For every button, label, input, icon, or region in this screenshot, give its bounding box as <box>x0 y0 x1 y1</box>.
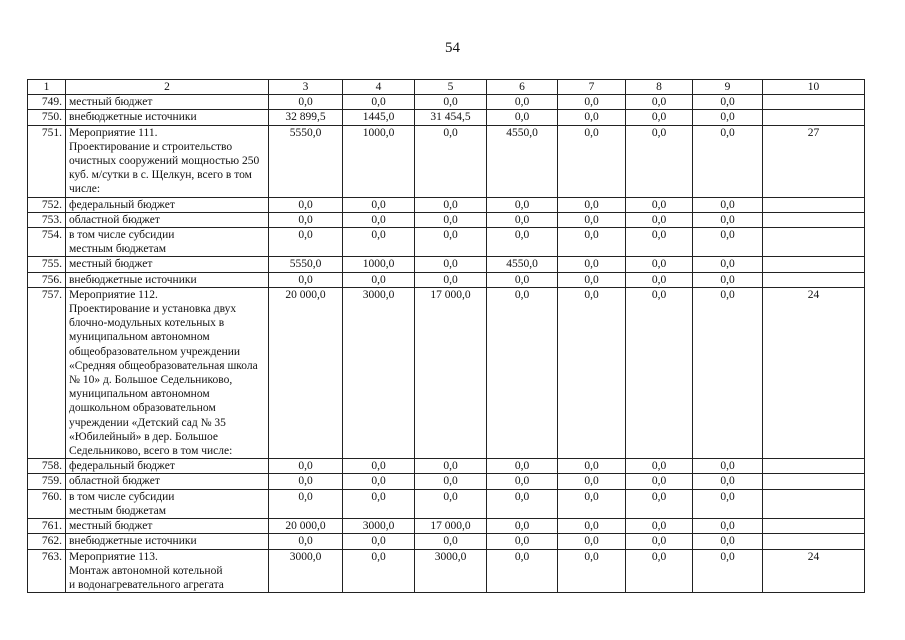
value-cell-col9: 0,0 <box>693 228 763 257</box>
value-cell-col7: 0,0 <box>558 95 626 110</box>
value-cell-col7: 0,0 <box>558 257 626 272</box>
value-cell-col9: 0,0 <box>693 212 763 227</box>
value-cell-col7: 0,0 <box>558 519 626 534</box>
value-cell-col6: 4550,0 <box>487 125 558 197</box>
row-number-cell: 754. <box>28 228 66 257</box>
column-header: 2 <box>66 80 269 95</box>
value-cell-col6: 0,0 <box>487 95 558 110</box>
value-cell-col10 <box>763 197 865 212</box>
table-body <box>28 95 865 593</box>
value-cell-col8: 0,0 <box>626 474 693 489</box>
value-cell-col10 <box>763 110 865 125</box>
row-name-cell: внебюджетные источники <box>66 272 269 287</box>
row-number-cell: 751. <box>28 125 66 197</box>
value-cell-col7: 0,0 <box>558 197 626 212</box>
value-cell-col7: 0,0 <box>558 549 626 593</box>
value-cell-col7: 0,0 <box>558 459 626 474</box>
column-header: 3 <box>269 80 343 95</box>
value-cell-col3: 20 000,0 <box>269 287 343 458</box>
column-header: 8 <box>626 80 693 95</box>
table-row <box>28 287 865 458</box>
value-cell-col5: 0,0 <box>415 489 487 518</box>
value-cell-col3: 0,0 <box>269 459 343 474</box>
value-cell-col8: 0,0 <box>626 95 693 110</box>
row-number-cell: 762. <box>28 534 66 549</box>
value-cell-col4: 0,0 <box>343 489 415 518</box>
value-cell-col7: 0,0 <box>558 489 626 518</box>
value-cell-col9: 0,0 <box>693 519 763 534</box>
value-cell-col5: 0,0 <box>415 95 487 110</box>
value-cell-col9: 0,0 <box>693 534 763 549</box>
column-header: 5 <box>415 80 487 95</box>
value-cell-col7: 0,0 <box>558 534 626 549</box>
value-cell-col10: 27 <box>763 125 865 197</box>
value-cell-col5: 0,0 <box>415 212 487 227</box>
header-row <box>28 80 865 95</box>
value-cell-col6: 0,0 <box>487 110 558 125</box>
value-cell-col5: 0,0 <box>415 534 487 549</box>
value-cell-col10 <box>763 474 865 489</box>
row-name-cell: областной бюджет <box>66 474 269 489</box>
value-cell-col4: 0,0 <box>343 228 415 257</box>
table-row <box>28 519 865 534</box>
value-cell-col4: 0,0 <box>343 474 415 489</box>
value-cell-col6: 0,0 <box>487 197 558 212</box>
column-header: 1 <box>28 80 66 95</box>
value-cell-col8: 0,0 <box>626 228 693 257</box>
value-cell-col9: 0,0 <box>693 549 763 593</box>
value-cell-col10 <box>763 519 865 534</box>
value-cell-col8: 0,0 <box>626 257 693 272</box>
value-cell-col5: 17 000,0 <box>415 519 487 534</box>
value-cell-col6: 0,0 <box>487 287 558 458</box>
value-cell-col10 <box>763 272 865 287</box>
value-cell-col10: 24 <box>763 549 865 593</box>
row-name-cell: местный бюджет <box>66 257 269 272</box>
column-header: 6 <box>487 80 558 95</box>
table-row <box>28 95 865 110</box>
value-cell-col10 <box>763 534 865 549</box>
row-number-cell: 758. <box>28 459 66 474</box>
value-cell-col5: 0,0 <box>415 125 487 197</box>
row-name-cell: в том числе субсидии местным бюджетам <box>66 228 269 257</box>
value-cell-col7: 0,0 <box>558 272 626 287</box>
value-cell-col8: 0,0 <box>626 125 693 197</box>
value-cell-col5: 3000,0 <box>415 549 487 593</box>
value-cell-col5: 31 454,5 <box>415 110 487 125</box>
row-number-cell: 755. <box>28 257 66 272</box>
value-cell-col9: 0,0 <box>693 287 763 458</box>
value-cell-col8: 0,0 <box>626 489 693 518</box>
value-cell-col4: 0,0 <box>343 534 415 549</box>
value-cell-col8: 0,0 <box>626 287 693 458</box>
value-cell-col7: 0,0 <box>558 110 626 125</box>
row-number-cell: 763. <box>28 549 66 593</box>
value-cell-col4: 0,0 <box>343 549 415 593</box>
value-cell-col10 <box>763 228 865 257</box>
value-cell-col10 <box>763 489 865 518</box>
row-name-cell: областной бюджет <box>66 212 269 227</box>
row-name-cell: федеральный бюджет <box>66 459 269 474</box>
value-cell-col5: 0,0 <box>415 257 487 272</box>
column-header: 4 <box>343 80 415 95</box>
table-row <box>28 125 865 197</box>
value-cell-col9: 0,0 <box>693 474 763 489</box>
value-cell-col10 <box>763 212 865 227</box>
column-header: 7 <box>558 80 626 95</box>
table-row <box>28 197 865 212</box>
value-cell-col3: 0,0 <box>269 197 343 212</box>
value-cell-col7: 0,0 <box>558 287 626 458</box>
row-name-cell: внебюджетные источники <box>66 110 269 125</box>
value-cell-col5: 0,0 <box>415 459 487 474</box>
row-number-cell: 760. <box>28 489 66 518</box>
value-cell-col7: 0,0 <box>558 474 626 489</box>
value-cell-col4: 1000,0 <box>343 257 415 272</box>
value-cell-col3: 32 899,5 <box>269 110 343 125</box>
row-name-cell: Мероприятие 111. Проектирование и строительство очистных сооружений мощностью 250 куб. м/сутки в с. Щелкун, всего в том числе: <box>66 125 269 197</box>
row-number-cell: 750. <box>28 110 66 125</box>
column-header: 9 <box>693 80 763 95</box>
value-cell-col4: 1000,0 <box>343 125 415 197</box>
value-cell-col3: 5550,0 <box>269 257 343 272</box>
value-cell-col6: 0,0 <box>487 519 558 534</box>
value-cell-col10 <box>763 257 865 272</box>
row-number-cell: 757. <box>28 287 66 458</box>
value-cell-col5: 0,0 <box>415 197 487 212</box>
value-cell-col4: 0,0 <box>343 212 415 227</box>
value-cell-col9: 0,0 <box>693 125 763 197</box>
value-cell-col10: 24 <box>763 287 865 458</box>
row-number-cell: 759. <box>28 474 66 489</box>
table-row <box>28 257 865 272</box>
table-row <box>28 549 865 593</box>
value-cell-col6: 0,0 <box>487 474 558 489</box>
row-name-cell: Мероприятие 112. Проектирование и установка двух блочно-модульных котельных в муниципальном автономном общеобразовательном учреждении «Средняя общеобразовательная школа № 10» д. Большое Седельниково, муниципальном автономном дошкольном образовательном учреждении «Детский сад № 35 «Юбилейный» в дер. Большое Седельниково, всего в том числе: <box>66 287 269 458</box>
value-cell-col8: 0,0 <box>626 197 693 212</box>
value-cell-col10 <box>763 459 865 474</box>
row-name-cell: местный бюджет <box>66 95 269 110</box>
table-row <box>28 534 865 549</box>
value-cell-col4: 0,0 <box>343 197 415 212</box>
value-cell-col7: 0,0 <box>558 228 626 257</box>
budget-table <box>27 79 865 593</box>
value-cell-col9: 0,0 <box>693 459 763 474</box>
value-cell-col6: 0,0 <box>487 534 558 549</box>
row-name-cell: внебюджетные источники <box>66 534 269 549</box>
table-row <box>28 212 865 227</box>
row-number-cell: 749. <box>28 95 66 110</box>
value-cell-col4: 0,0 <box>343 272 415 287</box>
row-name-cell: Мероприятие 113. Монтаж автономной котельной и водонагревательного агрегата <box>66 549 269 593</box>
value-cell-col3: 3000,0 <box>269 549 343 593</box>
value-cell-col6: 0,0 <box>487 272 558 287</box>
row-name-cell: в том числе субсидии местным бюджетам <box>66 489 269 518</box>
value-cell-col9: 0,0 <box>693 257 763 272</box>
value-cell-col6: 0,0 <box>487 459 558 474</box>
value-cell-col5: 0,0 <box>415 228 487 257</box>
value-cell-col5: 0,0 <box>415 272 487 287</box>
value-cell-col4: 3000,0 <box>343 519 415 534</box>
table-row <box>28 228 865 257</box>
value-cell-col9: 0,0 <box>693 110 763 125</box>
row-number-cell: 761. <box>28 519 66 534</box>
row-name-cell: федеральный бюджет <box>66 197 269 212</box>
row-number-cell: 752. <box>28 197 66 212</box>
value-cell-col6: 0,0 <box>487 549 558 593</box>
value-cell-col3: 0,0 <box>269 212 343 227</box>
value-cell-col5: 17 000,0 <box>415 287 487 458</box>
value-cell-col3: 0,0 <box>269 534 343 549</box>
value-cell-col6: 0,0 <box>487 228 558 257</box>
value-cell-col3: 20 000,0 <box>269 519 343 534</box>
value-cell-col9: 0,0 <box>693 489 763 518</box>
value-cell-col6: 4550,0 <box>487 257 558 272</box>
value-cell-col3: 0,0 <box>269 489 343 518</box>
value-cell-col9: 0,0 <box>693 272 763 287</box>
value-cell-col4: 0,0 <box>343 459 415 474</box>
value-cell-col6: 0,0 <box>487 212 558 227</box>
table-row <box>28 474 865 489</box>
value-cell-col8: 0,0 <box>626 272 693 287</box>
value-cell-col3: 0,0 <box>269 474 343 489</box>
value-cell-col4: 0,0 <box>343 95 415 110</box>
row-number-cell: 756. <box>28 272 66 287</box>
value-cell-col9: 0,0 <box>693 197 763 212</box>
value-cell-col3: 0,0 <box>269 272 343 287</box>
value-cell-col4: 3000,0 <box>343 287 415 458</box>
value-cell-col10 <box>763 95 865 110</box>
value-cell-col9: 0,0 <box>693 95 763 110</box>
value-cell-col4: 1445,0 <box>343 110 415 125</box>
value-cell-col8: 0,0 <box>626 519 693 534</box>
table-row <box>28 272 865 287</box>
table-row <box>28 110 865 125</box>
value-cell-col3: 5550,0 <box>269 125 343 197</box>
value-cell-col8: 0,0 <box>626 459 693 474</box>
value-cell-col8: 0,0 <box>626 534 693 549</box>
page-number: 54 <box>445 40 460 56</box>
value-cell-col6: 0,0 <box>487 489 558 518</box>
column-header: 10 <box>763 80 865 95</box>
value-cell-col8: 0,0 <box>626 110 693 125</box>
value-cell-col3: 0,0 <box>269 95 343 110</box>
value-cell-col5: 0,0 <box>415 474 487 489</box>
table-row <box>28 459 865 474</box>
row-number-cell: 753. <box>28 212 66 227</box>
value-cell-col8: 0,0 <box>626 212 693 227</box>
value-cell-col3: 0,0 <box>269 228 343 257</box>
value-cell-col7: 0,0 <box>558 212 626 227</box>
value-cell-col8: 0,0 <box>626 549 693 593</box>
row-name-cell: местный бюджет <box>66 519 269 534</box>
table-row <box>28 489 865 518</box>
value-cell-col7: 0,0 <box>558 125 626 197</box>
